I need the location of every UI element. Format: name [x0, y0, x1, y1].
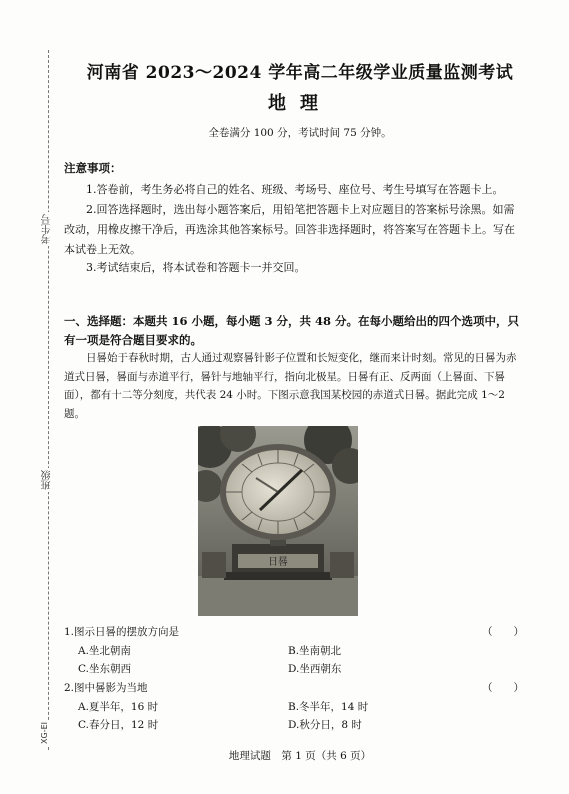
exam-title: 河南省 2023～2024 学年高二年级学业质量监测考试: [86, 63, 514, 83]
side-label-code: XG-EI: [40, 722, 49, 744]
page-footer: 地理试题 第 1 页（共 6 页）: [228, 750, 372, 762]
question-2-answer-bracket: （ ）: [482, 682, 524, 694]
question-2-option-d: D.秋分日，8 时: [288, 719, 362, 731]
question-1-stem: 1.图示日晷的摆放方向是: [64, 626, 180, 638]
notice-item-1: 1.答卷前，考生务必将自己的姓名、班级、考场号、座位号、考生号填写在答题卡上。: [86, 183, 504, 196]
question-1-option-b: B.坐南朝北: [288, 645, 342, 657]
reading-passage: 日晷始于春秋时期，古人通过观察晷针影子位置和长短变化，继而来计时刻。常见的日晷为赤道式日晷，晷面与赤道平行，晷针与地轴平行，指向北极星。日晷有正、反两面（上晷面、下晷面），都有十二等分刻度，共代表 24 小时。下图示意我国某校园的赤道式日晷。据此完成 1～2 题。: [64, 352, 517, 420]
question-1-option-d: D.坐西朝东: [288, 663, 342, 675]
binding-line: [48, 50, 49, 750]
notice-heading: 注意事项：: [64, 161, 122, 175]
question-1-option-c: C.坐东朝西: [78, 663, 131, 675]
plaque-text: 日晷: [268, 557, 288, 568]
planter-left: [202, 552, 226, 578]
question-1-option-a: A.坐北朝南: [78, 645, 131, 657]
score-time-line: 全卷满分 100 分，考试时间 75 分钟。: [208, 127, 392, 139]
notice-item-2: 2.回答选择题时，选出每小题答案后，用铅笔把答题卡上对应题目的答案标号涂黑。如需改动，用橡皮擦干净后，再选涂其他答案标号。回答非选择题时，将答案写在答题卡上。写在本试卷上无效。: [64, 203, 515, 256]
sundial-base: [224, 572, 332, 580]
ground: [198, 576, 358, 616]
side-label-student-id: 考生号: [42, 214, 53, 244]
sundial-illustration: [198, 426, 358, 616]
question-2-option-c: C.春分日，12 时: [78, 719, 159, 731]
sundial-photo: [198, 426, 358, 616]
section-heading: 一、选择题：本题共 16 小题，每小题 3 分，共 48 分。在每小题给出的四个选项中，只有一项是符合题目要求的。: [64, 314, 520, 347]
question-2-stem: 2.图中晷影为当地: [64, 682, 148, 694]
question-1-answer-bracket: （ ）: [482, 626, 524, 638]
subject-title: 地理: [268, 93, 332, 114]
question-2-option-a: A.夏半年，16 时: [78, 701, 159, 713]
planter-right: [330, 552, 354, 578]
question-2-option-b: B.冬半年，14 时: [288, 701, 369, 713]
notice-item-3: 3.考试结束后，将本试卷和答题卡一并交回。: [86, 261, 306, 274]
side-label-class: 班级: [42, 470, 53, 490]
